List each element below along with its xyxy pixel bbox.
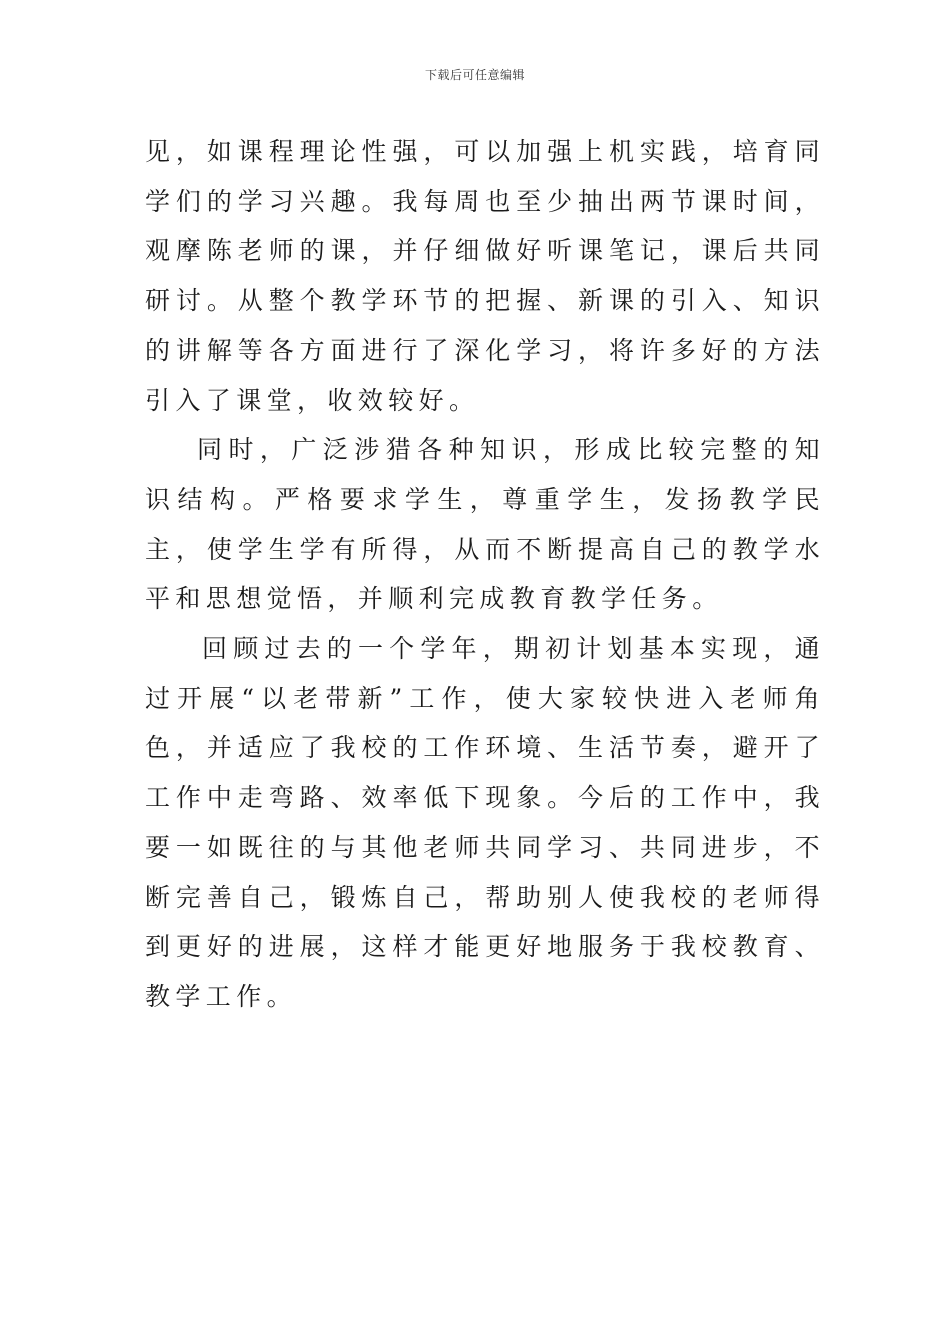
document-body <box>145 127 825 1022</box>
paragraph-3: 回顾过去的一个学年，期初计划基本实现，通过开展“以老带新”工作，使大家较快进入老师角色，并适应了我校的工作环境、生活节奏，避开了工作中走弯路、效率低下现象。今后的工作中，我要一如既往的与其他老师共同学习、共同进步，不断完善自己，锻炼自己，帮助别人使我校的老师得到更好的进展，这样才能更好地服务于我校教育、教学工作。 <box>145 634 825 1011</box>
paragraph-2: 同时，广泛涉猎各种知识，形成比较完整的知识结构。严格要求学生，尊重学生，发扬教学民主，使学生学有所得，从而不断提高自己的教学水平和思想觉悟，并顺利完成教育教学任务。 <box>145 435 825 614</box>
paragraph-1: 见，如课程理论性强，可以加强上机实践，培育同学们的学习兴趣。我每周也至少抽出两节课时间，观摩陈老师的课，并仔细做好听课笔记，课后共同研讨。从整个教学环节的把握、新课的引入、知识的讲解等各方面进行了深化学习，将许多好的方法引入了课堂，收效较好。 <box>145 137 825 415</box>
header-note: 下载后可任意编辑 <box>424 68 525 82</box>
